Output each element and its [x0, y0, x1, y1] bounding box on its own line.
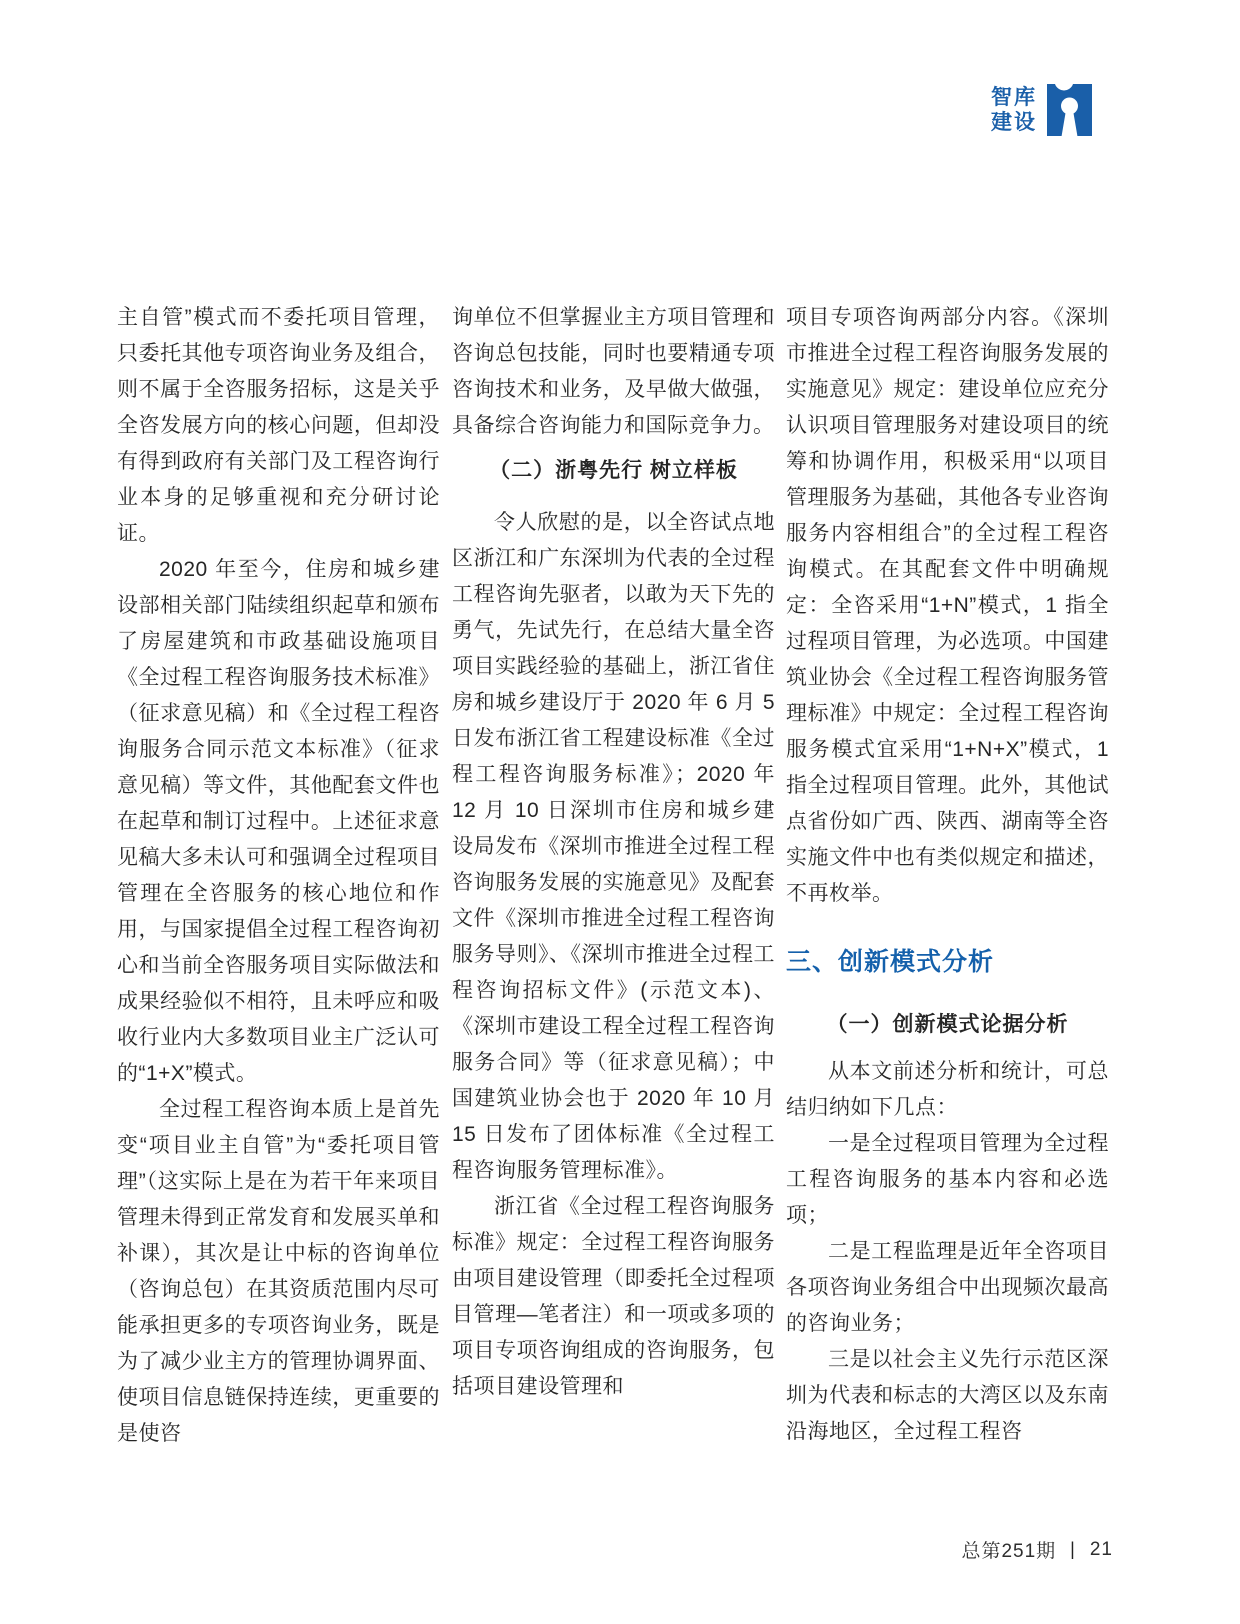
- subsection-heading: （一）创新模式论据分析: [826, 1013, 1069, 1036]
- paragraph: 主自管”模式而不委托项目管理，只委托其他专项咨询业务及组合，则不属于全咨服务招标，这是关乎全咨发展方向的核心问题，但却没有得到政府有关部门及工程咨询行业本身的足够重视和充分研讨论证。: [117, 306, 440, 545]
- keyhole-logo-icon: [1047, 84, 1092, 136]
- page-number: 21: [1089, 1538, 1113, 1560]
- article-column-1: [117, 300, 440, 1452]
- page-footer: [961, 1536, 1113, 1563]
- paragraph: 项目专项咨询两部分内容。《深圳市推进全过程工程咨询服务发展的实施意见》规定：建设单位应充分认识项目管理服务对建设项目的统筹和协调作用，积极采用“以项目管理服务为基础，其他各专业咨询服务内容相组合”的全过程工程咨询模式。在其配套文件中明确规定：全咨采用“1+N”模式，1 指全过程项目管理，为必选项。中国建筑业协会《全过程工程咨询服务管理标准》中规定：全过程工程咨询服务模式宜采用“1+N+X”模式，1 指全过程项目管理。此外，其他试点省份如广西、陕西、湖南等全咨实施文件中也有类似规定和描述，不再枚举。: [786, 306, 1109, 905]
- paragraph: 二是工程监理是近年全咨项目各项咨询业务组合中出现频次最高的咨询业务；: [786, 1240, 1109, 1335]
- paragraph: 三是以社会主义先行示范区深圳为代表和标志的大湾区以及东南沿海地区，全过程工程咨: [786, 1348, 1109, 1443]
- footer-separator: |: [1070, 1539, 1076, 1559]
- article-column-2: [452, 300, 775, 1405]
- paragraph: 浙江省《全过程工程咨询服务标准》规定：全过程工程咨询服务由项目建设管理（即委托全过程项目管理—笔者注）和一项或多项的项目专项咨询组成的咨询服务，包括项目建设管理和: [452, 1195, 775, 1398]
- issue-number: 总第251期: [961, 1541, 1057, 1562]
- paragraph: 令人欣慰的是，以全咨试点地区浙江和广东深圳为代表的全过程工程咨询先驱者，以敢为天下先的勇气，先试先行，在总结大量全咨项目实践经验的基础上，浙江省住房和城乡建设厅于 2020 年 6 月 5 日发布浙江省工程建设标准《全过程工程咨询服务标准》；2020 年 12 月 10 日深圳市住房和城乡建设局发布《深圳市推进全过程工程咨询服务发展的实施意见》及配套文件《深圳市推进全过程工程咨询服务导则》、《深圳市推进全过程工程咨询招标文件》(示范文本)、《深圳市建设工程全过程工程咨询服务合同》等（征求意见稿）；中国建筑业协会也于 2020 年 10 月 15 日发布了团体标准《全过程工程咨询服务管理标准》。: [452, 511, 775, 1182]
- logo-text-line1: 智库: [991, 86, 1037, 109]
- paragraph: 从本文前述分析和统计，可总结归纳如下几点：: [786, 1060, 1109, 1119]
- paragraph: 询单位不但掌握业主方项目管理和咨询总包技能，同时也要精通专项咨询技术和业务，及早做大做强，具备综合咨询能力和国际竞争力。: [452, 306, 775, 437]
- paragraph: 一是全过程项目管理为全过程工程咨询服务的基本内容和必选项；: [786, 1132, 1109, 1227]
- paragraph: 2020 年至今，住房和城乡建设部相关部门陆续组织起草和颁布了房屋建筑和市政基础设施项目《全过程工程咨询服务技术标准》（征求意见稿）和《全过程工程咨询服务合同示范文本标准》（征求意见稿）等文件，其他配套文件也在起草和制订过程中。上述征求意见稿大多未认可和强调全过程项目管理在全咨服务的核心地位和作用，与国家提倡全过程工程咨询初心和当前全咨服务项目实际做法和成果经验似不相符，且未呼应和吸收行业内大多数项目业主广泛认可的“1+X”模式。: [117, 558, 440, 1085]
- article-column-3: [786, 300, 1109, 1450]
- paragraph: 全过程工程咨询本质上是首先变“项目业主自管”为“委托项目管理”（这实际上是在为若干年来项目管理未得到正常发育和发展买单和补课），其次是让中标的咨询单位（咨询总包）在其资质范围内尽可能承担更多的专项咨询业务，既是为了减少业主方的管理协调界面、使项目信息链保持连续，更重要的是使咨: [117, 1098, 440, 1445]
- magazine-section-logo: [991, 84, 1092, 136]
- section-heading: 三、创新模式分析: [786, 948, 995, 976]
- logo-text: [991, 85, 1037, 135]
- logo-text-line2: 建设: [991, 111, 1037, 134]
- subsection-heading: （二）浙粤先行 树立样板: [489, 459, 738, 482]
